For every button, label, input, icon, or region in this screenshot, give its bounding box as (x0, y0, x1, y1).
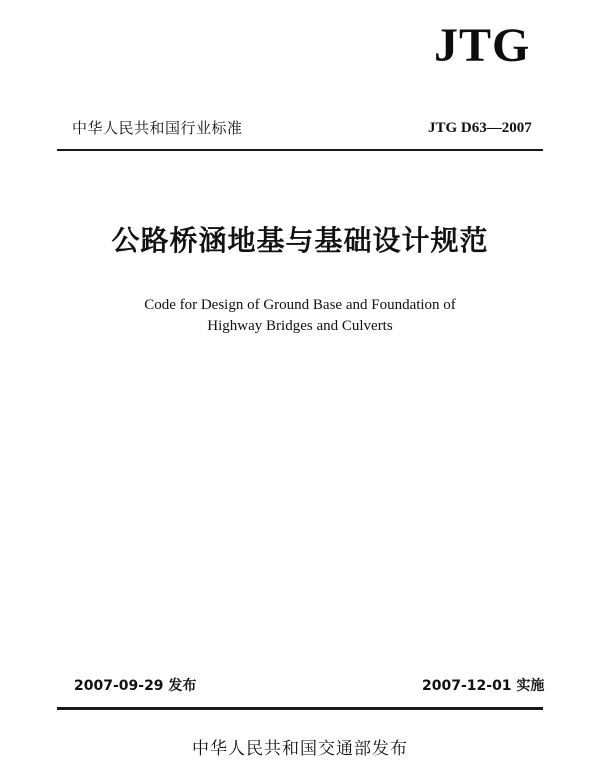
jtg-logo: JTG (434, 19, 531, 72)
title-english (0, 295, 600, 337)
standard-category: 中华人民共和国行业标准 (72, 119, 243, 137)
title-english-line-1: Code for Design of Ground Base and Foundation of (144, 297, 456, 313)
standard-code: JTG D63—2007 (428, 120, 532, 136)
title-english-line-2: Highway Bridges and Culverts (207, 318, 393, 334)
issue-date: 2007-09-29 发布 (74, 678, 197, 694)
effective-date: 2007-12-01 实施 (422, 678, 545, 694)
top-divider (57, 149, 543, 151)
title-chinese: 公路桥涵地基与基础设计规范 (111, 224, 489, 257)
bottom-divider (57, 707, 543, 710)
publisher: 中华人民共和国交通部发布 (192, 739, 408, 759)
